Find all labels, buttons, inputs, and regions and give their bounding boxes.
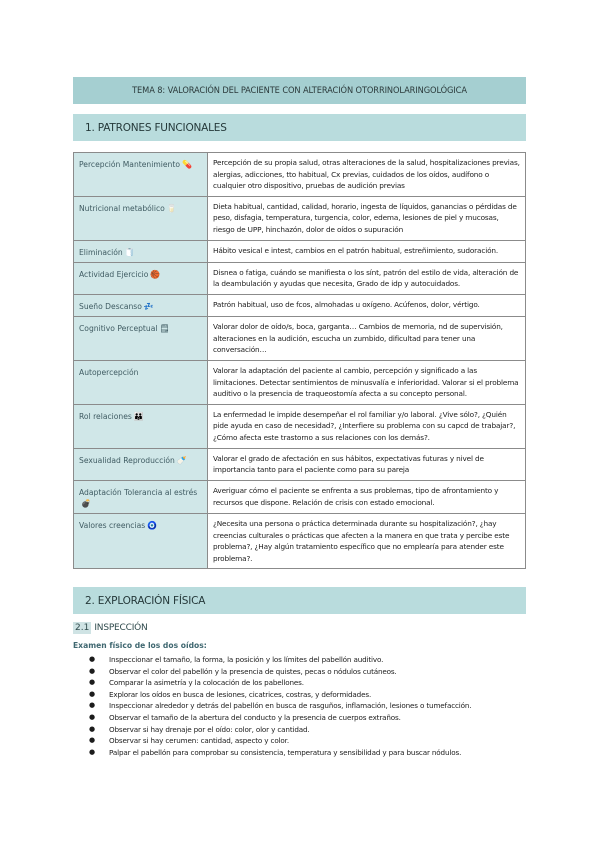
list-item: ● Observar si hay drenaje por el oído: color, olor y cantidad. <box>89 724 310 734</box>
section-1-title: 1. PATRONES FUNCIONALES <box>85 121 227 134</box>
table-row <box>74 196 526 240</box>
pattern-description: Patrón habitual, uso de fcos, almohadas u oxígeno. Acúfenos, dolor, vértigo. <box>213 299 480 309</box>
pattern-description: Disnea o fatiga, cuándo se manifiesta o los sínt, patrón del estilo de vida, alteración de la deambulación y ayudas que necesita, Grado de idp y autocuidados. <box>213 267 519 289</box>
section-1-banner <box>73 114 526 141</box>
nazar-amulet-icon: 🧿 <box>147 520 158 530</box>
pattern-label: Rol relaciones <box>79 411 132 421</box>
pattern-label: Sexualidad Reproducción <box>79 455 175 465</box>
pill-icon: 💊 <box>181 160 192 169</box>
subsection-title: INSPECCIÓN <box>94 623 148 633</box>
bullet-icon: ● <box>89 678 95 687</box>
bullet-icon: ● <box>89 689 95 698</box>
section-2-banner <box>73 587 526 614</box>
pattern-description: Valorar el grado de afectación en sus hábitos, expectativas futuras y nivel de importancia tanto para el paciente como para su pareja <box>213 453 484 475</box>
table-row <box>74 240 526 262</box>
bullet-icon: ● <box>89 724 95 733</box>
subsection-heading <box>73 622 148 634</box>
table-row <box>74 480 526 513</box>
bullet-icon: ● <box>89 701 95 710</box>
table-row <box>74 153 526 197</box>
list-item: ● Comparar la asimetría y la colocación de los pabellones. <box>89 678 304 688</box>
pattern-description: La enfermedad le impide desempeñar el rol familiar y/o laboral. ¿Vive sólo?, ¿Quién pide ayuda en caso de necesidad?, ¿Interfiere su problema con su capcd de trabajar?, ¿Cómo afecta este trastorno a sus relaciones con los demás?. <box>213 409 516 442</box>
functional-patterns-table <box>73 152 526 569</box>
pattern-description: Hábito vesical e intest, cambios en el patrón habitual, estreñimiento, sudoración. <box>213 245 499 255</box>
notepad-icon: 🗒 <box>159 323 170 333</box>
bullet-icon: ● <box>89 736 95 745</box>
pattern-label: Sueño Descanso <box>79 301 142 311</box>
table-row <box>74 513 526 568</box>
pattern-label: Nutricional metabólico <box>79 203 165 213</box>
section-2-title: 2. EXPLORACIÓN FÍSICA <box>85 594 206 607</box>
exam-list <box>73 654 533 758</box>
table-row <box>74 316 526 360</box>
bullet-icon: ● <box>89 666 95 675</box>
list-item: ● Palpar el pabellón para comprobar su consistencia, temperatura y sensibilidad y para buscar nódulos. <box>89 747 462 757</box>
pattern-label: Adaptación Tolerancia al estrés <box>79 487 198 497</box>
bullet-icon: ● <box>89 712 95 721</box>
milk-icon: 🥛 <box>166 203 177 213</box>
pattern-description: ¿Necesita una persona o práctica determinada durante su hospitalización?, ¿hay creencias culturales o prácticas que afecten a la manera en que trata y percibe este problema?, ¿Hay algún tratamiento específico que no emplearía para atender este problema?. <box>213 518 510 563</box>
title-banner <box>73 77 526 104</box>
baby-bottle-icon: 🍼 <box>176 455 187 465</box>
table-row <box>74 448 526 480</box>
list-item: ● Observar el color del pabellón y la presencia de quistes, pecas o nódulos cutáneos. <box>89 666 397 676</box>
exam-heading: Examen físico de los dos oídos: <box>73 641 207 650</box>
pattern-label: Cognitivo Perceptual <box>79 323 158 333</box>
toilet-paper-icon: 🧻 <box>124 247 135 257</box>
bomb-icon: 💣 <box>81 498 91 508</box>
table-row <box>74 360 526 404</box>
list-item: ● Inspeccionar el tamaño, la forma, la posición y los límites del pabellón auditivo. <box>89 655 384 664</box>
pattern-description: Averiguar cómo el paciente se enfrenta a sus problemas, tipo de afrontamiento y recursos que dispone. Relación de crisis con estado emocional. <box>213 485 499 507</box>
pattern-label: Percepción Mantenimiento <box>79 160 180 169</box>
pattern-label: Valores creencias <box>79 520 146 530</box>
pattern-description: Valorar la adaptación del paciente al cambio, percepción y significado a las limitaciones. Detectar sentimientos de minusvalía e inferioridad. Valorar si el problema auditivo o la presencia de traqueostomía afecta a su concepto personal. <box>213 365 519 399</box>
list-item: ● Observar el tamaño de la abertura del conducto y la presencia de cuerpos extraños. <box>89 712 401 722</box>
list-item: ● Explorar los oídos en busca de lesiones, cicatrices, costras, y deformidades. <box>89 689 372 699</box>
pattern-label: Autopercepción <box>79 367 139 377</box>
bullet-icon: ● <box>89 655 95 663</box>
pattern-label: Eliminación <box>79 247 123 257</box>
bullet-icon: ● <box>89 747 95 756</box>
list-item: ● Inspeccionar alrededor y detrás del pabellón en busca de rasguños, inflamación, lesiones o tumefacción. <box>89 701 472 711</box>
list-item: ● Observar si hay cerumen: cantidad, aspecto y color. <box>89 736 289 746</box>
pattern-description: Dieta habitual, cantidad, calidad, horario, ingesta de líquidos, ganancias o pérdidas de peso, disfagia, temperatura, turgencia, color, edema, lesiones de piel y mucosas, riesgo de UPP, hinchazón, dolor de oídos o supuración <box>213 201 517 234</box>
table-row <box>74 294 526 316</box>
subsection-number: 2.1 <box>75 623 90 633</box>
pattern-description: Percepción de su propia salud, otras alteraciones de la salud, hospitalizaciones previas, alergias, adicciones, tto habitual, Cx previas, cuidados de los oídos, audífono o cualquier otro dispositivo, pruebas de audición previas <box>213 158 520 191</box>
pattern-label: Actividad Ejercicio <box>79 269 149 279</box>
table-row <box>74 262 526 294</box>
sleep-icon: 💤 <box>143 301 154 311</box>
document-title: TEMA 8: VALORACIÓN DEL PACIENTE CON ALTERACIÓN OTORRINOLARINGOLÓGICA <box>132 85 467 96</box>
family-icon: 👪 <box>133 411 144 421</box>
table-row <box>74 404 526 448</box>
pattern-description: Valorar dolor de oído/s, boca, garganta… Cambios de memoria, nd de supervisión, alteraciones en la audición, escucha un zumbido, dificultad para tener una conversación… <box>213 321 503 355</box>
ball-icon: 🏀 <box>150 269 161 279</box>
